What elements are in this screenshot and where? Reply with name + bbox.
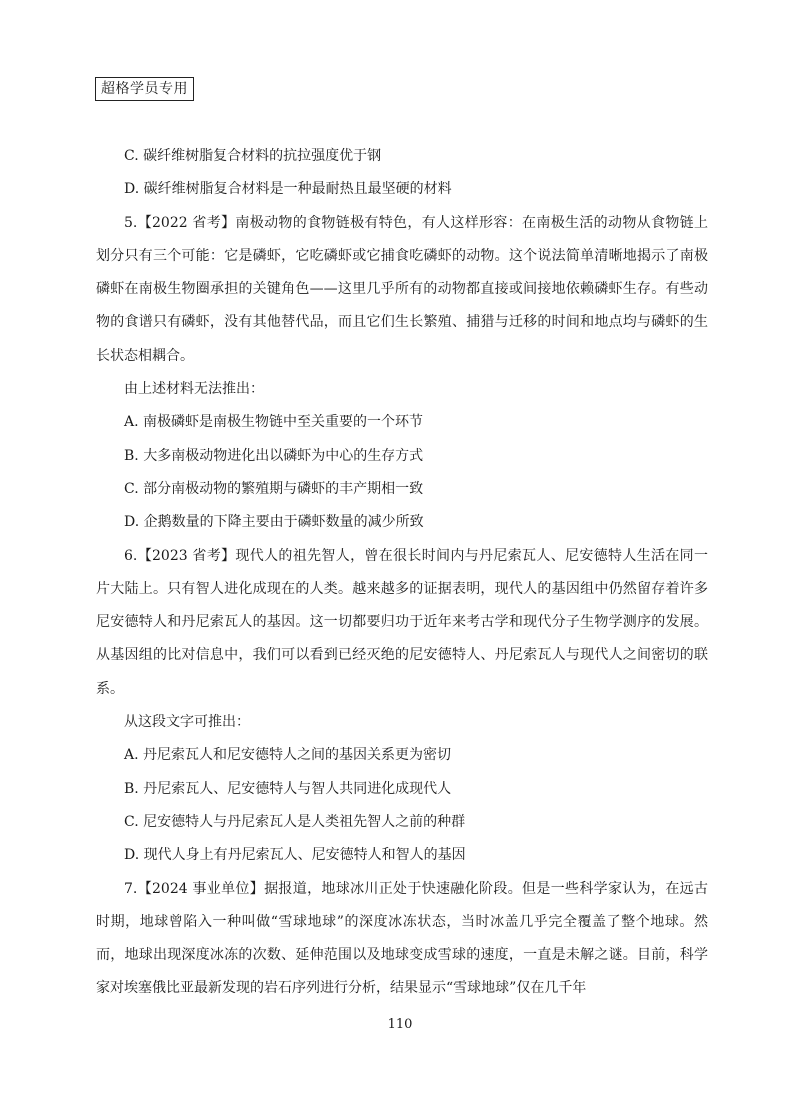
q5-option-b: B. 大多南极动物进化出以磷虾为中心的生存方式 <box>124 447 424 464</box>
q6-option-a: A. 丹尼索瓦人和尼安德特人之间的基因关系更为密切 <box>124 747 452 764</box>
q6-prompt: 从这段文字可推出： <box>124 714 250 731</box>
q5-option-c: C. 部分南极动物的繁殖期与磷虾的丰产期相一致 <box>124 480 424 497</box>
q5-stem: 5.【2022 省考】南极动物的食物链极有特色，有人这样形容：在南极生活的动物从食物链上划分只有三个可能：它是磷虾，它吃磷虾或它捕食吃磷虾的动物。这个说法简单清晰地揭示了南极磷虾在南极生物圈承担的关键角色——这里几乎所有的动物都直接或间接地依赖磷虾生存。有些动物的食谱只有磷虾，没有其他替代品，而且它们生长繁殖、捕猎与迁移的时间和地点均与磷虾的生长状态相耦合。 <box>96 214 708 364</box>
exclusive-stamp: 超格学员专用 <box>95 77 194 101</box>
q6-option-d: D. 现代人身上有丹尼索瓦人、尼安德特人和智人的基因 <box>124 847 466 864</box>
page-content <box>96 140 708 1006</box>
q5-prompt: 由上述材料无法推出： <box>124 381 264 398</box>
q4-option-c: C. 碳纤维树脂复合材料的抗拉强度优于钢 <box>124 148 382 164</box>
q4-option-d: D. 碳纤维树脂复合材料是一种最耐热且最坚硬的材料 <box>124 181 452 198</box>
q7-stem: 7.【2024 事业单位】据报道，地球冰川正处于快速融化阶段。但是一些科学家认为，在远古时期，地球曾陷入一种叫做“雪球地球”的深度冰冻状态，当时冰盖几乎完全覆盖了整个地球。然而，地球出现深度冰冻的次数、延伸范围以及地球变成雪球的速度，一直是未解之谜。目前，科学家对埃塞俄比亚最新发现的岩石序列进行分析，结果显示“雪球地球”仅在几千年 <box>96 880 708 997</box>
page-number: 110 <box>387 1017 413 1032</box>
q5-option-d: D. 企鹅数量的下降主要由于磷虾数量的减少所致 <box>124 514 424 531</box>
q5-option-a: A. 南极磷虾是南极生物链中至关重要的一个环节 <box>124 414 424 431</box>
q6-stem: 6.【2023 省考】现代人的祖先智人，曾在很长时间内与丹尼索瓦人、尼安德特人生活在同一片大陆上。只有智人进化成现在的人类。越来越多的证据表明，现代人的基因组中仍然留存着许多尼安德特人和丹尼索瓦人的基因。这一切都要归功于近年来考古学和现代分子生物学测序的发展。从基因组的比对信息中，我们可以看到已经灭绝的尼安德特人、丹尼索瓦人与现代人之间密切的联系。 <box>96 547 708 697</box>
q6-option-b: B. 丹尼索瓦人、尼安德特人与智人共同进化成现代人 <box>124 780 452 797</box>
q6-option-c: C. 尼安德特人与丹尼索瓦人是人类祖先智人之前的种群 <box>124 813 466 830</box>
